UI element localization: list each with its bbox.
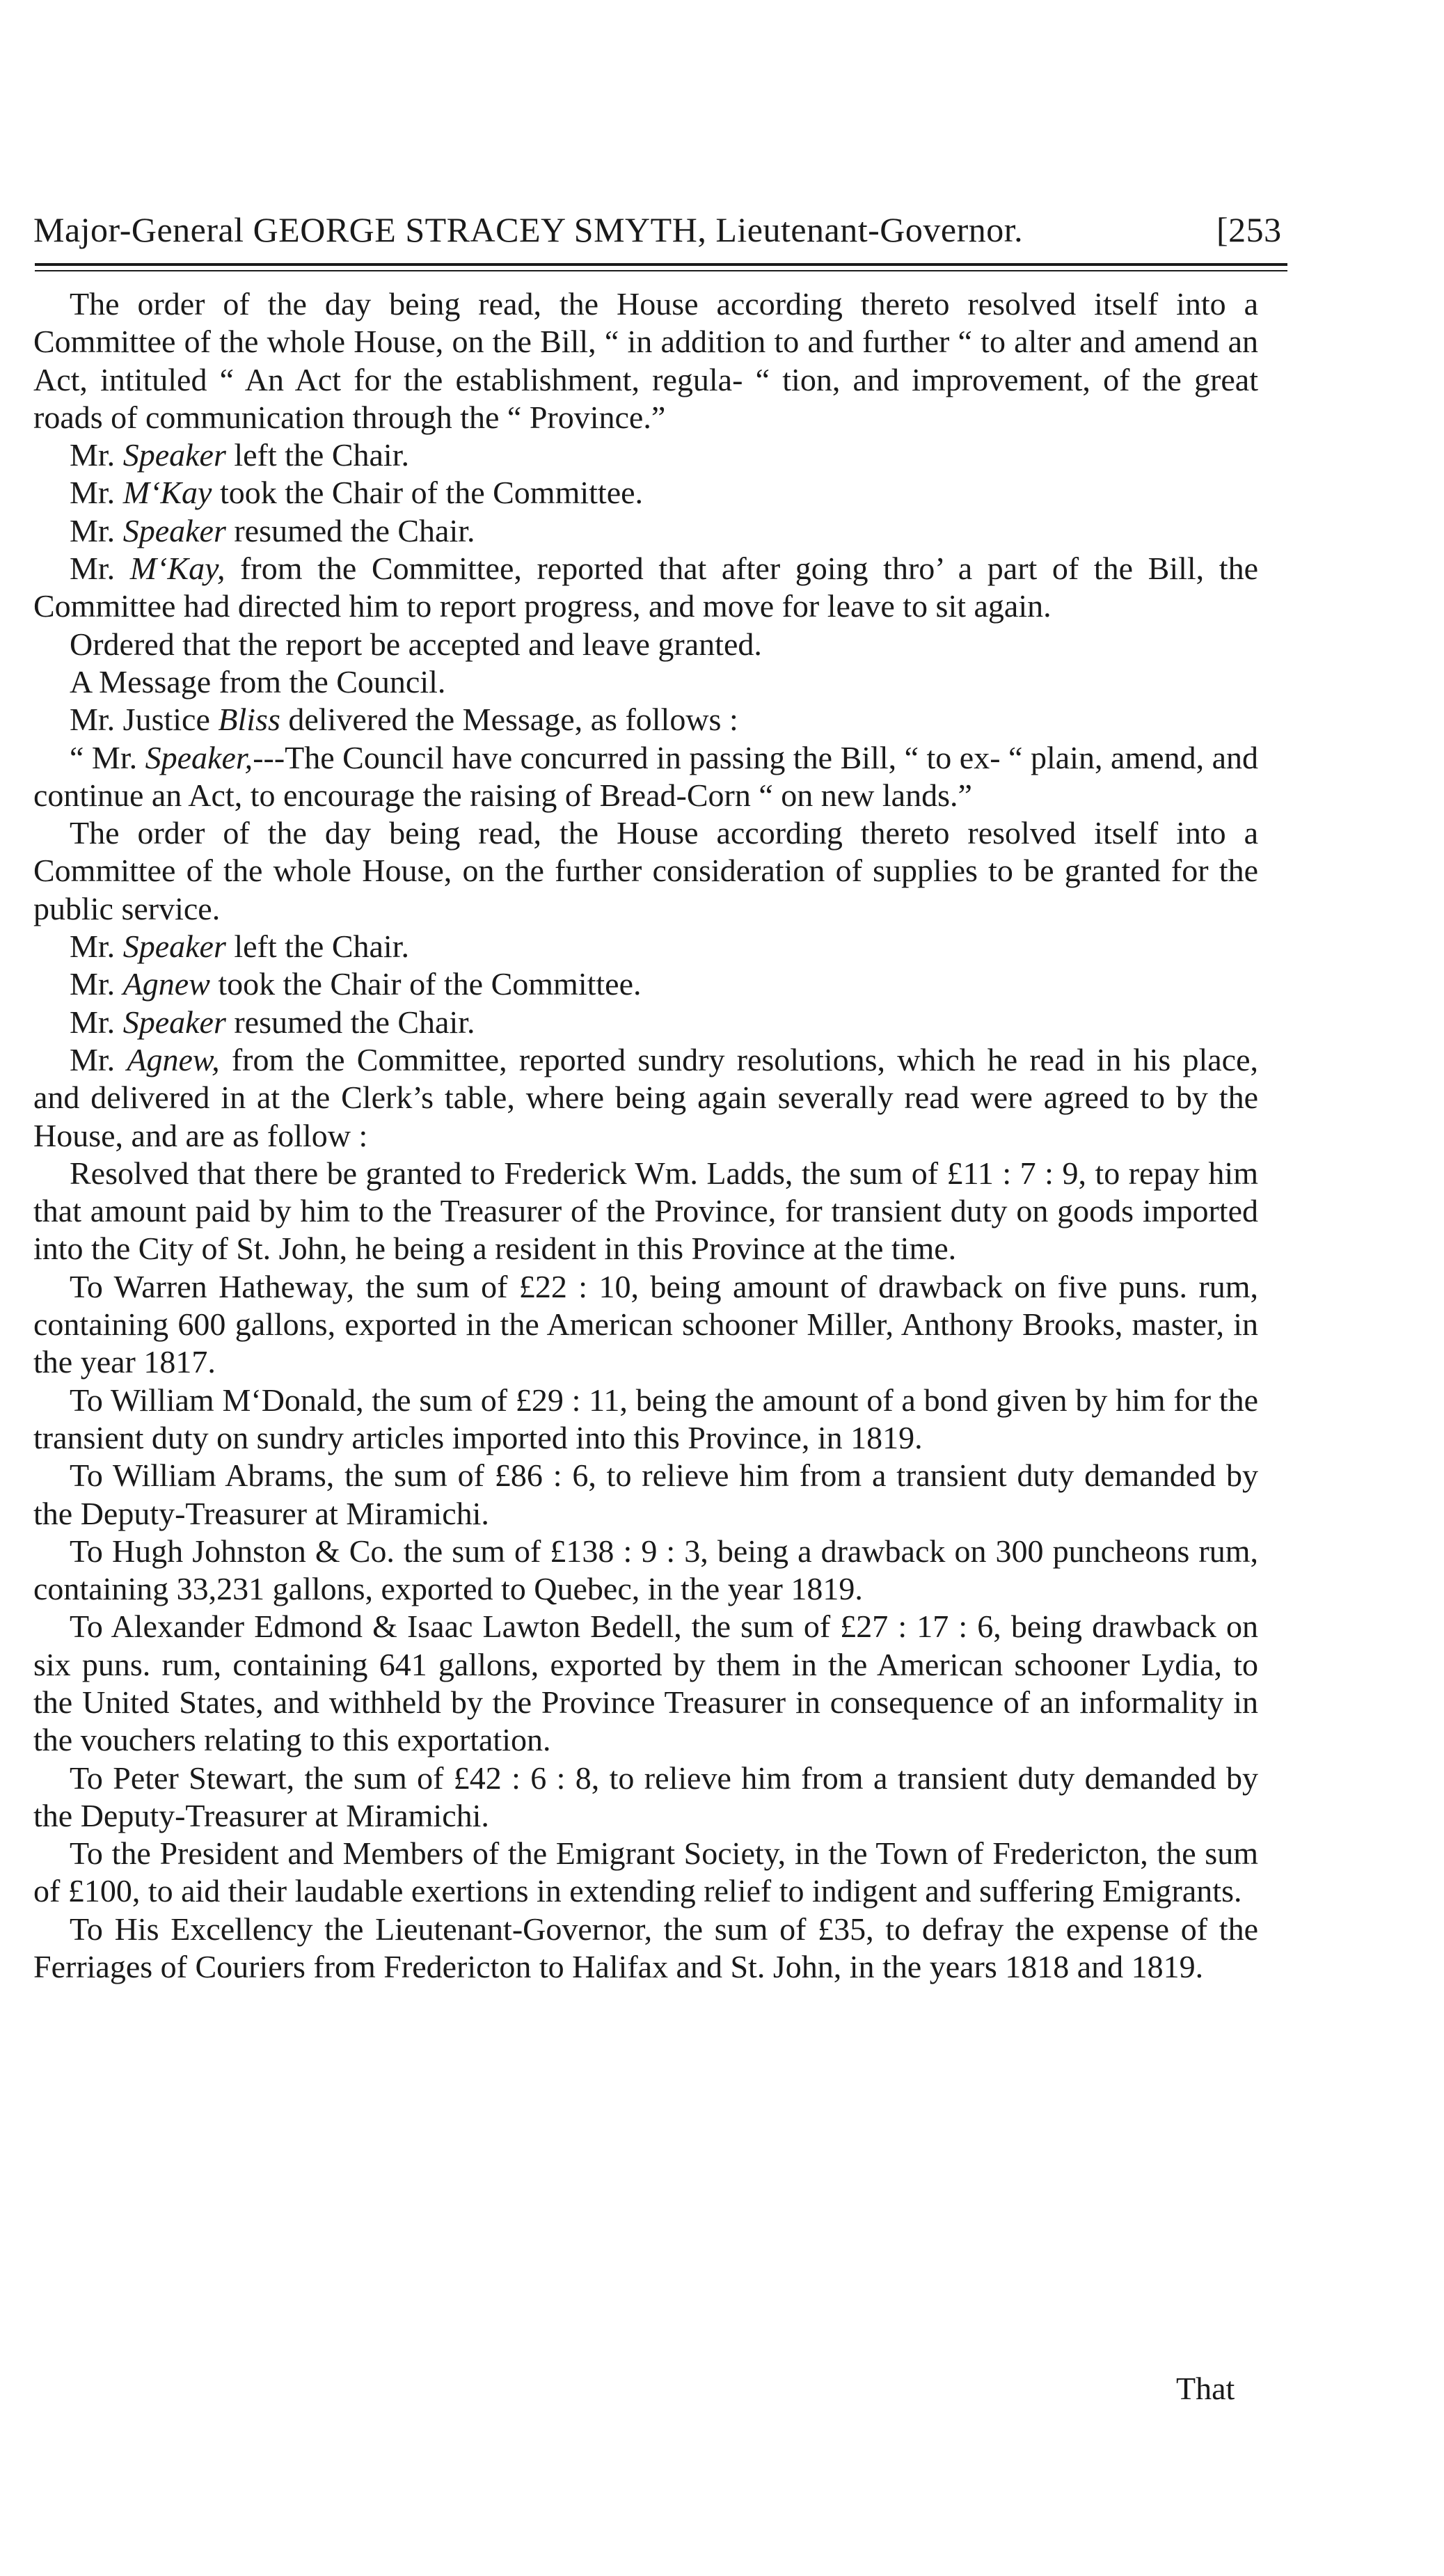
paragraph: Resolved that there be granted to Frederick Wm. Ladds, the sum of £11 : 7 : 9, to repay him that amount paid by him to the Treasurer of the Province, for transient duty on goods imported into the City of St. John, he being a resident in this Province at the time. bbox=[33, 1155, 1258, 1267]
paragraph bbox=[33, 1004, 1258, 1041]
running-header bbox=[33, 209, 1282, 251]
paragraph: To Peter Stewart, the sum of £42 : 6 : 8, to relieve him from a transient duty demanded by the Deputy-Treasurer at Miramichi. bbox=[33, 1760, 1258, 1833]
paragraph-prefix: “ Mr. bbox=[70, 739, 145, 775]
paragraph: The order of the day being read, the House according thereto resolved itself into a Committee of the whole House, on the Bill, “ in addition to and further “ to alter and amend an Act, intituled “ An Act for the establishment, regula- “ tion, and improvement, of the great roads of communication through the “ Province.” bbox=[33, 286, 1258, 435]
paragraph-rest: left the Chair. bbox=[225, 929, 409, 965]
paragraph-prefix: Mr. bbox=[70, 1041, 127, 1077]
italic-name: Bliss bbox=[218, 702, 280, 738]
body-text bbox=[33, 285, 1258, 1986]
paragraph-rest: delivered the Message, as follows : bbox=[280, 702, 738, 738]
header-rule bbox=[35, 263, 1287, 266]
paragraph: Ordered that the report be accepted and leave granted. bbox=[70, 626, 762, 662]
paragraph bbox=[33, 928, 1258, 965]
paragraph: A Message from the Council. bbox=[70, 663, 446, 700]
paragraph-rest: from the Committee, reported that after going thro’ a part of the Bill, the Committee had directed him to report progress, and move for leave to sit again. bbox=[33, 551, 1258, 624]
paragraph-rest: took the Chair of the Committee. bbox=[209, 966, 642, 1002]
italic-name: Speaker bbox=[122, 512, 226, 548]
italic-name: M‘Kay, bbox=[129, 551, 225, 587]
italic-name: Speaker bbox=[122, 1004, 226, 1040]
paragraph: The order of the day being read, the House according thereto resolved itself into a Committee of the whole House, on the further consideration of supplies to be granted for the public service. bbox=[33, 815, 1258, 926]
paragraph: To Warren Hatheway, the sum of £22 : 10, being amount of drawback on five puns. rum, containing 600 gallons, exported in the American schooner Miller, Anthony Brooks, master, in the year 1817. bbox=[33, 1268, 1258, 1380]
paragraph: To William M‘Donald, the sum of £29 : 11, being the amount of a bond given by him for the transient duty on sundry articles imported into this Province, in 1819. bbox=[33, 1382, 1258, 1455]
page-number: [253 bbox=[1216, 210, 1282, 249]
paragraph: To William Abrams, the sum of £86 : 6, to relieve him from a transient duty demanded by the Deputy-Treasurer at Miramichi. bbox=[33, 1457, 1258, 1531]
paragraph bbox=[33, 701, 1258, 738]
italic-name: Speaker bbox=[122, 929, 226, 965]
paragraph-prefix: Mr. bbox=[70, 551, 130, 587]
paragraph-prefix: Mr. bbox=[70, 512, 123, 548]
paragraph-rest: ---The Council have concurred in passing the Bill, “ to ex- “ plain, amend, and continue an Act, to encourage the raising of Bread-Corn “ on new lands.” bbox=[33, 739, 1258, 813]
header-title: Lieutenant-Governor. bbox=[706, 210, 1024, 249]
paragraph-prefix: Mr. Justice bbox=[70, 702, 219, 738]
header-name: GEORGE STRACEY SMYTH, bbox=[253, 210, 707, 249]
paragraph bbox=[33, 512, 1258, 550]
paragraph bbox=[33, 436, 1258, 474]
italic-name: Speaker bbox=[122, 437, 226, 473]
header-prefix: Major-General bbox=[33, 210, 253, 249]
paragraph-prefix: Mr. bbox=[70, 966, 123, 1002]
paragraph: To Hugh Johnston & Co. the sum of £138 : 9 : 3, being a drawback on 300 puncheons rum, containing 33,231 gallons, exported to Quebec, in the year 1819. bbox=[33, 1533, 1258, 1607]
italic-name: M‘Kay bbox=[122, 475, 212, 511]
paragraph-rest: from the Committee, reported sundry resolutions, which he read in his place, and delivered in at the Clerk’s table, where being again severally read were agreed to by the House, and are as follow : bbox=[33, 1041, 1258, 1153]
paragraph-prefix: Mr. bbox=[70, 437, 123, 473]
italic-name: Agnew, bbox=[127, 1041, 220, 1077]
italic-name: Speaker, bbox=[145, 739, 253, 775]
paragraph bbox=[33, 474, 1258, 512]
paragraph-prefix: Mr. bbox=[70, 1004, 123, 1040]
paragraph-rest: resumed the Chair. bbox=[225, 1004, 475, 1040]
paragraph bbox=[33, 550, 1258, 626]
paragraph: To the President and Members of the Emigrant Society, in the Town of Fredericton, the sum of £100, to aid their laudable exertions in extending relief to indigent and suffering Emigrants. bbox=[33, 1835, 1258, 1909]
italic-name: Agnew bbox=[122, 966, 210, 1002]
paragraph: To Alexander Edmond & Isaac Lawton Bedell, the sum of £27 : 17 : 6, being drawback on six puns. rum, containing 641 gallons, exported by them in the American schooner Lydia, to the United States, and withheld by the Province Treasurer in consequence of an informality in the vouchers relating to this exportation. bbox=[33, 1609, 1258, 1758]
header-rule-thin bbox=[35, 270, 1287, 271]
paragraph bbox=[33, 1041, 1258, 1155]
paragraph bbox=[33, 739, 1258, 815]
paragraph-prefix: Mr. bbox=[70, 475, 123, 511]
paragraph bbox=[33, 965, 1258, 1003]
catchword: That bbox=[1176, 2371, 1235, 2406]
paragraph-rest: left the Chair. bbox=[225, 437, 409, 473]
paragraph: To His Excellency the Lieutenant-Governor, the sum of £35, to defray the expense of the Ferriages of Couriers from Fredericton to Halifax and St. John, in the years 1818 and 1819. bbox=[33, 1911, 1258, 1985]
paragraph-prefix: Mr. bbox=[70, 929, 123, 965]
paragraph-rest: took the Chair of the Committee. bbox=[212, 475, 644, 511]
paragraph-rest: resumed the Chair. bbox=[225, 512, 475, 548]
